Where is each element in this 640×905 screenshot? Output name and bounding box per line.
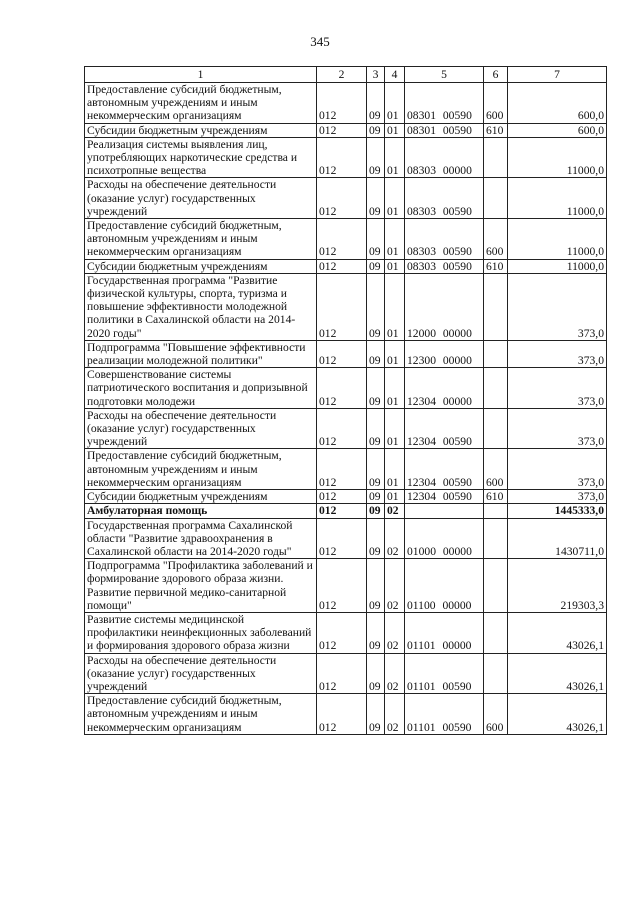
expense-type-cell: 600 — [484, 694, 508, 735]
table-row — [85, 504, 607, 518]
ministry-code-cell: 012 — [317, 273, 367, 340]
amount-cell: 373,0 — [508, 490, 607, 504]
subsection-code-cell: 01 — [385, 368, 405, 409]
expense-type-cell — [484, 137, 508, 178]
row-name-cell: Расходы на обеспечение деятельности (оказание услуг) государственных учреждений — [85, 653, 317, 694]
subsection-code-cell: 01 — [385, 83, 405, 124]
page-number: 345 — [310, 34, 330, 49]
section-code-cell: 09 — [367, 694, 385, 735]
row-name-cell: Развитие системы медицинской профилактики неинфекционных заболеваний и формирования здорового образа жизни — [85, 612, 317, 653]
row-name-cell: Амбулаторная помощь — [85, 504, 317, 518]
target-article-cell: 01000 00000 — [405, 518, 484, 559]
target-article-cell: 12304 00590 — [405, 490, 484, 504]
table-row — [85, 123, 607, 137]
row-name-cell: Расходы на обеспечение деятельности (оказание услуг) государственных учреждений — [85, 408, 317, 449]
row-name-cell: Подпрограмма "Повышение эффективности реализации молодежной политики" — [85, 340, 317, 367]
table-row — [85, 178, 607, 219]
amount-cell: 11000,0 — [508, 219, 607, 260]
subsection-code-cell: 02 — [385, 612, 405, 653]
subsection-code-cell: 01 — [385, 449, 405, 490]
ministry-code-cell: 012 — [317, 504, 367, 518]
section-code-cell: 09 — [367, 123, 385, 137]
subsection-code-cell: 02 — [385, 694, 405, 735]
amount-cell: 11000,0 — [508, 137, 607, 178]
amount-cell: 11000,0 — [508, 259, 607, 273]
target-article-cell: 01101 00000 — [405, 612, 484, 653]
row-name-cell: Реализация системы выявления лиц, употребляющих наркотические средства и психотропные вещества — [85, 137, 317, 178]
target-article-cell: 12304 00590 — [405, 408, 484, 449]
table-row — [85, 259, 607, 273]
section-code-cell: 09 — [367, 408, 385, 449]
target-article-cell: 12000 00000 — [405, 273, 484, 340]
column-header: 4 — [385, 67, 405, 83]
section-code-cell: 09 — [367, 612, 385, 653]
target-article-cell: 08301 00590 — [405, 123, 484, 137]
table-row — [85, 273, 607, 340]
ministry-code-cell: 012 — [317, 123, 367, 137]
section-code-cell: 09 — [367, 219, 385, 260]
subsection-code-cell: 01 — [385, 259, 405, 273]
expense-type-cell — [484, 504, 508, 518]
ministry-code-cell: 012 — [317, 694, 367, 735]
subsection-code-cell: 01 — [385, 408, 405, 449]
column-header: 2 — [317, 67, 367, 83]
subsection-code-cell: 02 — [385, 504, 405, 518]
table-row — [85, 137, 607, 178]
target-article-cell: 08303 00000 — [405, 137, 484, 178]
section-code-cell: 09 — [367, 137, 385, 178]
target-article-cell: 08301 00590 — [405, 83, 484, 124]
subsection-code-cell: 01 — [385, 490, 405, 504]
target-article-cell: 08303 00590 — [405, 219, 484, 260]
ministry-code-cell: 012 — [317, 137, 367, 178]
ministry-code-cell: 012 — [317, 612, 367, 653]
section-code-cell: 09 — [367, 504, 385, 518]
table-row — [85, 408, 607, 449]
section-code-cell: 09 — [367, 259, 385, 273]
section-code-cell: 09 — [367, 273, 385, 340]
amount-cell: 1445333,0 — [508, 504, 607, 518]
row-name-cell: Субсидии бюджетным учреждениям — [85, 123, 317, 137]
section-code-cell: 09 — [367, 653, 385, 694]
section-code-cell: 09 — [367, 490, 385, 504]
row-name-cell: Предоставление субсидий бюджетным, автономным учреждениям и иным некоммерческим организациям — [85, 449, 317, 490]
section-code-cell: 09 — [367, 449, 385, 490]
row-name-cell: Расходы на обеспечение деятельности (оказание услуг) государственных учреждений — [85, 178, 317, 219]
target-article-cell: 08303 00590 — [405, 259, 484, 273]
ministry-code-cell: 012 — [317, 83, 367, 124]
table-row — [85, 83, 607, 124]
expense-type-cell — [484, 178, 508, 219]
row-name-cell: Предоставление субсидий бюджетным, автономным учреждениям и иным некоммерческим организациям — [85, 219, 317, 260]
expense-type-cell — [484, 559, 508, 613]
expense-type-cell: 600 — [484, 449, 508, 490]
expense-type-cell: 610 — [484, 259, 508, 273]
expense-type-cell — [484, 408, 508, 449]
row-name-cell: Субсидии бюджетным учреждениям — [85, 490, 317, 504]
table-row — [85, 518, 607, 559]
ministry-code-cell: 012 — [317, 518, 367, 559]
subsection-code-cell: 01 — [385, 137, 405, 178]
ministry-code-cell: 012 — [317, 340, 367, 367]
amount-cell: 373,0 — [508, 340, 607, 367]
amount-cell: 1430711,0 — [508, 518, 607, 559]
expense-type-cell — [484, 340, 508, 367]
amount-cell: 373,0 — [508, 368, 607, 409]
row-name-cell: Государственная программа Сахалинской области "Развитие здравоохранения в Сахалинской области на 2014-2020 годы" — [85, 518, 317, 559]
target-article-cell: 01101 00590 — [405, 653, 484, 694]
subsection-code-cell: 02 — [385, 559, 405, 613]
expense-type-cell — [484, 273, 508, 340]
column-header: 3 — [367, 67, 385, 83]
subsection-code-cell: 02 — [385, 518, 405, 559]
section-code-cell: 09 — [367, 368, 385, 409]
amount-cell: 373,0 — [508, 408, 607, 449]
amount-cell: 219303,3 — [508, 559, 607, 613]
table-header-row — [85, 67, 607, 83]
table-row — [85, 559, 607, 613]
ministry-code-cell: 012 — [317, 449, 367, 490]
subsection-code-cell: 01 — [385, 273, 405, 340]
section-code-cell: 09 — [367, 518, 385, 559]
column-header: 1 — [85, 67, 317, 83]
section-code-cell: 09 — [367, 83, 385, 124]
budget-table — [84, 66, 607, 735]
ministry-code-cell: 012 — [317, 259, 367, 273]
ministry-code-cell: 012 — [317, 219, 367, 260]
target-article-cell: 12300 00000 — [405, 340, 484, 367]
table-body — [85, 83, 607, 735]
subsection-code-cell: 01 — [385, 123, 405, 137]
subsection-code-cell: 01 — [385, 219, 405, 260]
table-row — [85, 653, 607, 694]
expense-type-cell: 610 — [484, 490, 508, 504]
row-name-cell: Совершенствование системы патриотического воспитания и допризывной подготовки молодежи — [85, 368, 317, 409]
table-row — [85, 694, 607, 735]
column-header: 5 — [405, 67, 484, 83]
ministry-code-cell: 012 — [317, 408, 367, 449]
target-article-cell: 12304 00590 — [405, 449, 484, 490]
amount-cell: 373,0 — [508, 449, 607, 490]
amount-cell: 600,0 — [508, 83, 607, 124]
table-row — [85, 368, 607, 409]
column-header: 7 — [508, 67, 607, 83]
expense-type-cell — [484, 518, 508, 559]
column-header: 6 — [484, 67, 508, 83]
subsection-code-cell: 02 — [385, 653, 405, 694]
subsection-code-cell: 01 — [385, 340, 405, 367]
table-row — [85, 449, 607, 490]
amount-cell: 43026,1 — [508, 694, 607, 735]
row-name-cell: Государственная программа "Развитие физической культуры, спорта, туризма и повышение эффективности молодежной политики в Сахалинской области на 2014-2020 годы" — [85, 273, 317, 340]
target-article-cell: 12304 00000 — [405, 368, 484, 409]
ministry-code-cell: 012 — [317, 368, 367, 409]
table-row — [85, 340, 607, 367]
amount-cell: 600,0 — [508, 123, 607, 137]
target-article-cell: 01101 00590 — [405, 694, 484, 735]
amount-cell: 373,0 — [508, 273, 607, 340]
row-name-cell: Субсидии бюджетным учреждениям — [85, 259, 317, 273]
section-code-cell: 09 — [367, 559, 385, 613]
table-row — [85, 612, 607, 653]
expense-type-cell — [484, 653, 508, 694]
row-name-cell: Предоставление субсидий бюджетным, автономным учреждениям и иным некоммерческим организациям — [85, 83, 317, 124]
row-name-cell: Подпрограмма "Профилактика заболеваний и формирование здорового образа жизни. Развитие первичной медико-санитарной помощи" — [85, 559, 317, 613]
amount-cell: 43026,1 — [508, 612, 607, 653]
table-row — [85, 219, 607, 260]
target-article-cell — [405, 504, 484, 518]
expense-type-cell: 610 — [484, 123, 508, 137]
ministry-code-cell: 012 — [317, 490, 367, 504]
table-row — [85, 490, 607, 504]
target-article-cell: 01100 00000 — [405, 559, 484, 613]
amount-cell: 43026,1 — [508, 653, 607, 694]
expense-type-cell: 600 — [484, 83, 508, 124]
expense-type-cell — [484, 368, 508, 409]
amount-cell: 11000,0 — [508, 178, 607, 219]
target-article-cell: 08303 00590 — [405, 178, 484, 219]
ministry-code-cell: 012 — [317, 559, 367, 613]
section-code-cell: 09 — [367, 340, 385, 367]
expense-type-cell: 600 — [484, 219, 508, 260]
row-name-cell: Предоставление субсидий бюджетным, автономным учреждениям и иным некоммерческим организациям — [85, 694, 317, 735]
section-code-cell: 09 — [367, 178, 385, 219]
ministry-code-cell: 012 — [317, 178, 367, 219]
ministry-code-cell: 012 — [317, 653, 367, 694]
subsection-code-cell: 01 — [385, 178, 405, 219]
expense-type-cell — [484, 612, 508, 653]
